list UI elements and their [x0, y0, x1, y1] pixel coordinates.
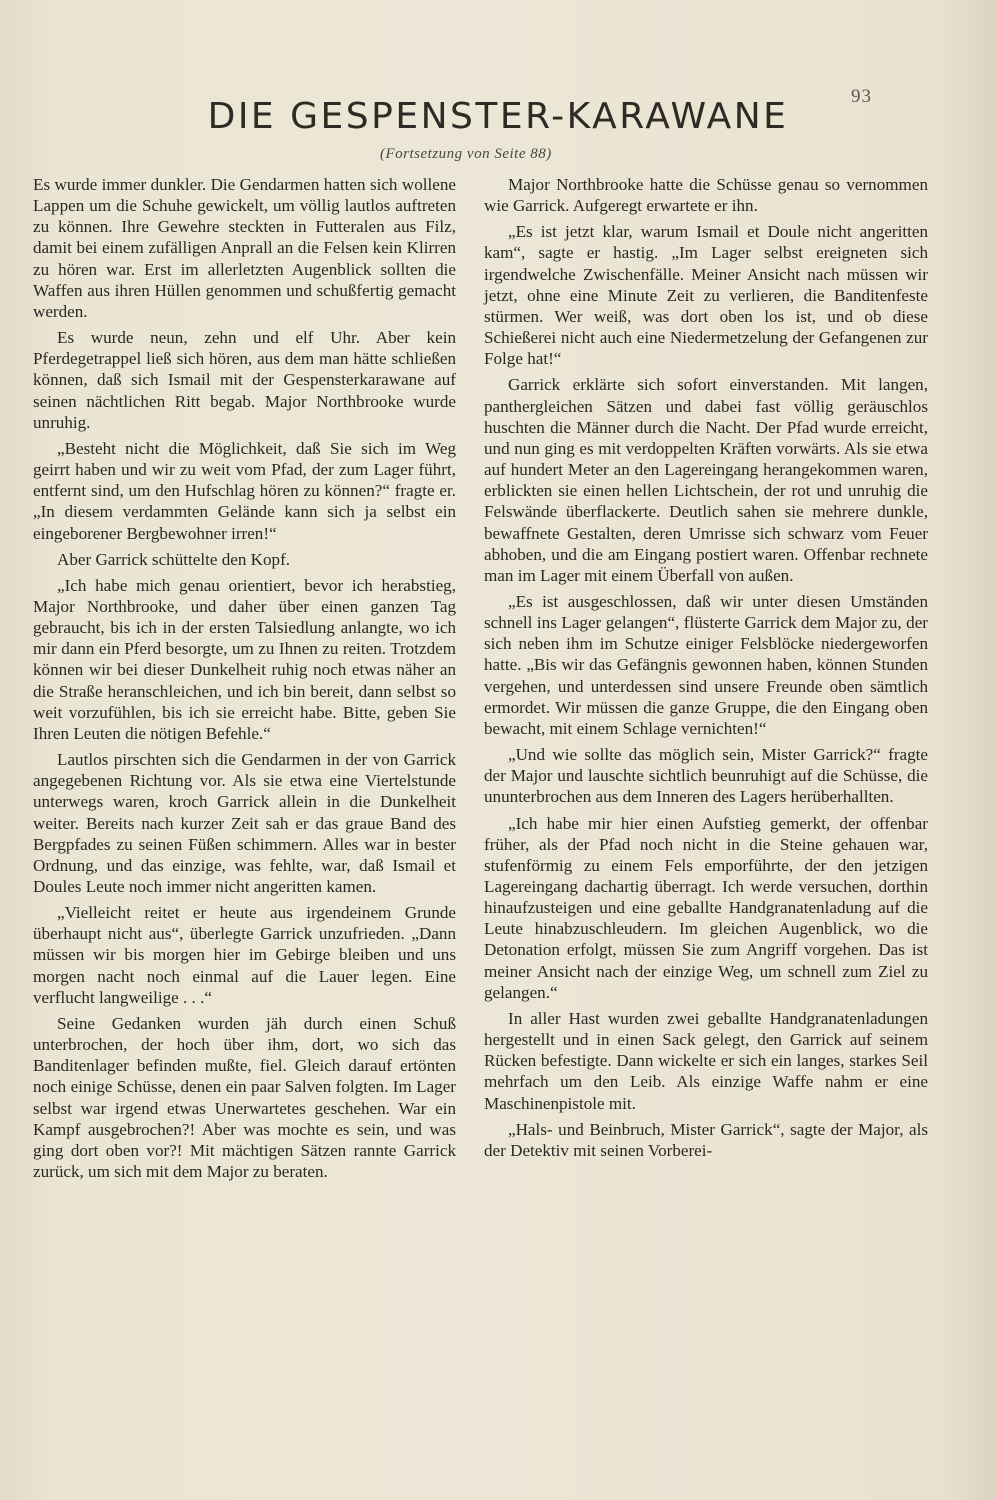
- paragraph: Lautlos pirschten sich die Gendarmen in der von Garrick angegebenen Richtung vor. Als sie etwa eine Viertelstunde unterwegs waren, kroch Garrick allein in die Dunkelheit weiter. Bereits nach kurzer Zeit sah er das graue Band des Bergpfades zu seinen Füßen schimmern. Alles war in bester Ordnung, und das einzige, was fehlte, war, daß Ismail et Doules Leute noch immer nicht angeritten kamen.: [33, 750, 456, 896]
- paragraph: Garrick erklärte sich sofort einverstanden. Mit langen, panthergleichen Sätzen und dabei fast völlig geräuschlos huschten die Männer durch die Nacht. Der Pfad wurde erreicht, und nun ging es mit verdoppelten Kräften vorwärts. Als sie etwa auf hundert Meter an den Lagereingang herangekommen waren, erblickten sie einen hellen Lichtschein, der rot und unruhig die Felswände überflackerte. Deutlich sahen sie mehrere dunkle, bewaffnete Gestalten, deren Umrisse sich schwarz vom Feuer abhoben, und die am Eingang postiert waren. Offenbar rechnete man im Lager mit einem Überfall von außen.: [484, 375, 928, 585]
- paragraph: „Vielleicht reitet er heute aus irgendeinem Grunde überhaupt nicht aus“, überlegte Garrick unzufrieden. „Dann müssen wir bis morgen hier im Gebirge bleiben und uns morgen nacht noch einmal auf die Lauer legen. Eine verflucht langweilige . . .“: [33, 903, 456, 1007]
- paragraph: „Und wie sollte das möglich sein, Mister Garrick?“ fragte der Major und lauschte sichtlich beunruhigt auf die Schüsse, die ununterbrochen aus dem Inneren des Lagers herüberhallten.: [484, 745, 928, 807]
- paragraph: In aller Hast wurden zwei geballte Handgranatenladungen hergestellt und in einen Sack gelegt, den Garrick auf seinem Rücken befestigte. Dann wickelte er sich ein langes, starkes Seil mehrfach um den Leib. Als einzige Waffe nahm er eine Maschinenpistole mit.: [484, 1008, 928, 1113]
- page-number: 93: [851, 86, 872, 107]
- paragraph: „Hals- und Beinbruch, Mister Garrick“, sagte der Major, als der Detektiv mit seinen Vorberei-: [484, 1119, 928, 1160]
- paragraph: „Es ist ausgeschlossen, daß wir unter diesen Umständen schnell ins Lager gelangen“, flüsterte Garrick dem Major zu, der sich neben ihm im Schutze einiger Felsblöcke niedergeworfen hatte. „Bis wir das Gefängnis gewonnen haben, können Stunden vergehen, und unterdessen sind unsere Freunde oben sämtlich ermordet. Wir müssen die ganze Gruppe, die den Eingang oben bewacht, mit einem Schlage vernichten!“: [484, 591, 928, 738]
- paragraph: Major Northbrooke hatte die Schüsse genau so vernommen wie Garrick. Aufgeregt erwartete er ihn.: [484, 175, 928, 216]
- paragraph: Aber Garrick schüttelte den Kopf.: [57, 549, 291, 569]
- paragraph: Es wurde immer dunkler. Die Gendarmen hatten sich wollene Lappen um die Schuhe gewickelt, um völlig lautlos auftreten zu können. Ihre Gewehre steckten in Futteralen aus Filz, damit bei einem zufälligen Anprall an die Felsen kein Klirren zu hören war. Erst im allerletzten Augenblick sollten die Waffen aus ihren Hüllen genommen und schußfertig gemacht werden.: [33, 175, 456, 321]
- paragraph: „Es ist jetzt klar, warum Ismail et Doule nicht angeritten kam“, sagte er hastig. „Im Lager selbst ereigneten sich irgendwelche Zwischenfälle. Meiner Ansicht nach müssen wir jetzt, ohne eine Minute Zeit zu verlieren, die Banditenfeste stürmen. Wer weiß, was dort oben los ist, und ob diese Schießerei nicht auch eine Niedermetzelung der Gefangenen zur Folge hat!“: [484, 222, 928, 369]
- paragraph: „Ich habe mir hier einen Aufstieg gemerkt, der offenbar früher, als der Pfad noch nicht in die Steine gehauen war, stufenförmig zu einem Fels emporführte, der den jetzigen Lagereingang dachartig überragt. Ich werde versuchen, dorthin hinaufzusteigen und eine geballte Handgranatenladung auf die Leute hinabzuschleudern. Im gleichen Augenblick, wo die Detonation erfolgt, müssen Sie zum Angriff vorgehen. Das ist meiner Ansicht nach der einzige Weg, um schnell zum Ziel zu gelangen.“: [484, 813, 928, 1002]
- left-column: [33, 174, 456, 1187]
- paragraph: „Besteht nicht die Möglichkeit, daß Sie sich im Weg geirrt haben und wir zu weit vom Pfad, der zum Lager führt, entfernt sind, um den Hufschlag hören zu können?“ fragte er. „In diesem verdammten Gelände kann sich ja selbst ein eingeborener Bergbewohner irren!“: [33, 438, 456, 543]
- paragraph: Seine Gedanken wurden jäh durch einen Schuß unterbrochen, der hoch über ihm, dort, wo sich das Banditenlager befinden mußte, fiel. Gleich darauf ertönten noch einige Schüsse, denen ein paar Salven folgten. Im Lager selbst war irgend etwas Unerwartetes geschehen. War ein Kampf ausgebrochen?! Aber was mochte es sein, und was ging dort oben vor?! Mit mächtigen Sätzen rannte Garrick zurück, um sich mit dem Major zu beraten.: [33, 1013, 456, 1182]
- continuation-note: (Fortsetzung von Seite 88): [380, 146, 552, 162]
- right-column: [484, 174, 928, 1166]
- paragraph: Es wurde neun, zehn und elf Uhr. Aber kein Pferdegetrappel ließ sich hören, aus dem man hätte schließen können, daß sich Ismail mit der Gespensterkarawane auf seinen nächtlichen Ritt begab. Major Northbrooke wurde unruhig.: [33, 328, 456, 432]
- paragraph: „Ich habe mich genau orientiert, bevor ich herabstieg, Major Northbrooke, und daher über einen ganzen Tag gebraucht, bis ich in der ersten Talsiedlung anlangte, wo ich mir dann ein Pferd besorgte, um zu Ihnen zu reiten. Trotzdem können wir bei dieser Dunkelheit ruhig noch etwas näher an die Straße heranschleichen, und ich bin bereit, dann selbst so weit vorzufühlen, bis ich sie erreicht habe. Bitte, geben Sie Ihren Leuten die nötigen Befehle.“: [33, 575, 456, 743]
- article-title: DIE GESPENSTER-KARAWANE: [207, 96, 789, 137]
